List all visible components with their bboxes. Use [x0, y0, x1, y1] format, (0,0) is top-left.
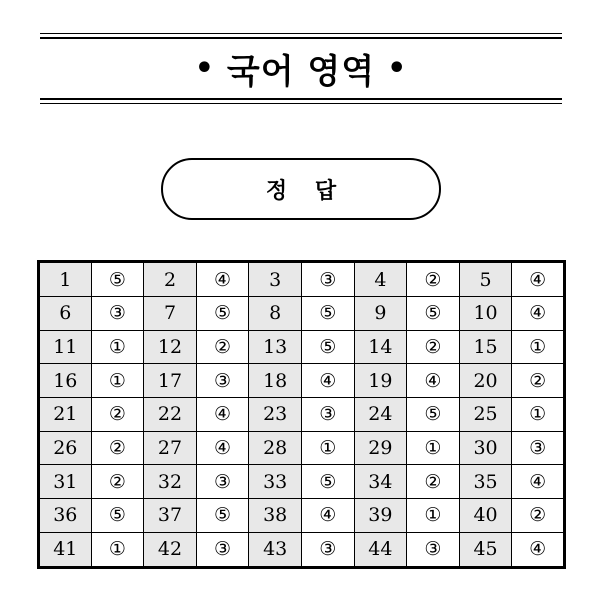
answer-choice: ④ — [301, 364, 354, 398]
question-number: 36 — [39, 499, 92, 533]
answer-choice: ⑤ — [301, 465, 354, 499]
answer-choice: ④ — [512, 262, 565, 297]
question-number: 10 — [459, 297, 512, 331]
title-text: 국어 영역 — [226, 51, 376, 92]
title-bullet-left: • — [194, 50, 215, 86]
table-row — [39, 330, 565, 364]
table-row — [39, 297, 565, 331]
question-number: 9 — [354, 297, 407, 331]
question-number: 23 — [249, 398, 302, 432]
question-number: 27 — [144, 431, 197, 465]
question-number: 6 — [39, 297, 92, 331]
answer-choice: ③ — [512, 431, 565, 465]
answer-choice: ② — [91, 398, 144, 432]
question-number: 43 — [249, 532, 302, 567]
answer-choice: ② — [407, 465, 460, 499]
question-number: 31 — [39, 465, 92, 499]
answer-choice: ④ — [512, 465, 565, 499]
question-number: 13 — [249, 330, 302, 364]
answer-choice: ② — [407, 262, 460, 297]
question-number: 1 — [39, 262, 92, 297]
answer-choice: ① — [407, 499, 460, 533]
answer-key-label: 정 답 — [161, 158, 441, 220]
answer-choice: ④ — [196, 431, 249, 465]
question-number: 44 — [354, 532, 407, 567]
answer-choice: ⑤ — [196, 499, 249, 533]
question-number: 22 — [144, 398, 197, 432]
answer-choice: ③ — [196, 364, 249, 398]
table-row — [39, 364, 565, 398]
answer-choice: ① — [512, 330, 565, 364]
answer-choice: ① — [301, 431, 354, 465]
answer-choice: ③ — [301, 262, 354, 297]
question-number: 14 — [354, 330, 407, 364]
top-rule-thick — [40, 37, 562, 39]
answer-choice: ② — [407, 330, 460, 364]
question-number: 35 — [459, 465, 512, 499]
question-number: 18 — [249, 364, 302, 398]
answer-choice: ⑤ — [91, 499, 144, 533]
question-number: 8 — [249, 297, 302, 331]
answer-choice: ⑤ — [407, 297, 460, 331]
question-number: 5 — [459, 262, 512, 297]
question-number: 32 — [144, 465, 197, 499]
answer-choice: ⑤ — [407, 398, 460, 432]
question-number: 30 — [459, 431, 512, 465]
answer-choice: ② — [91, 465, 144, 499]
question-number: 37 — [144, 499, 197, 533]
answer-choice: ① — [512, 398, 565, 432]
answer-choice: ① — [407, 431, 460, 465]
table-row — [39, 398, 565, 432]
answer-choice: ① — [91, 330, 144, 364]
answer-choice: ④ — [301, 499, 354, 533]
question-number: 4 — [354, 262, 407, 297]
answer-choice: ② — [196, 330, 249, 364]
answer-table — [37, 260, 566, 569]
title-bullet-right: • — [387, 50, 408, 86]
question-number: 2 — [144, 262, 197, 297]
answer-choice: ④ — [512, 297, 565, 331]
answer-choice: ② — [512, 364, 565, 398]
question-number: 20 — [459, 364, 512, 398]
question-number: 28 — [249, 431, 302, 465]
question-number: 29 — [354, 431, 407, 465]
answer-choice: ⑤ — [301, 297, 354, 331]
answer-choice: ④ — [196, 262, 249, 297]
question-number: 19 — [354, 364, 407, 398]
bottom-rule-thin — [40, 103, 562, 104]
table-row — [39, 499, 565, 533]
question-number: 45 — [459, 532, 512, 567]
question-number: 21 — [39, 398, 92, 432]
answer-choice: ④ — [512, 532, 565, 567]
answer-choice: ③ — [407, 532, 460, 567]
table-row — [39, 532, 565, 567]
answer-choice: ② — [512, 499, 565, 533]
question-number: 11 — [39, 330, 92, 364]
question-number: 3 — [249, 262, 302, 297]
answer-choice: ⑤ — [91, 262, 144, 297]
page-title — [40, 44, 562, 92]
top-rule-thin — [40, 33, 562, 34]
answer-choice: ③ — [301, 532, 354, 567]
question-number: 40 — [459, 499, 512, 533]
question-number: 15 — [459, 330, 512, 364]
answer-choice: ① — [91, 364, 144, 398]
question-number: 38 — [249, 499, 302, 533]
question-number: 34 — [354, 465, 407, 499]
answer-choice: ③ — [196, 532, 249, 567]
table-row — [39, 465, 565, 499]
table-row — [39, 431, 565, 465]
answer-choice: ② — [91, 431, 144, 465]
answer-choice: ③ — [301, 398, 354, 432]
question-number: 24 — [354, 398, 407, 432]
bottom-rule-thick — [40, 98, 562, 100]
question-number: 41 — [39, 532, 92, 567]
answer-choice: ⑤ — [196, 297, 249, 331]
question-number: 25 — [459, 398, 512, 432]
answer-choice: ③ — [196, 465, 249, 499]
question-number: 17 — [144, 364, 197, 398]
question-number: 7 — [144, 297, 197, 331]
answer-choice: ⑤ — [301, 330, 354, 364]
table-row — [39, 262, 565, 297]
question-number: 26 — [39, 431, 92, 465]
question-number: 16 — [39, 364, 92, 398]
answer-choice: ① — [91, 532, 144, 567]
answer-choice: ④ — [196, 398, 249, 432]
answer-choice: ③ — [91, 297, 144, 331]
answer-choice: ④ — [407, 364, 460, 398]
question-number: 33 — [249, 465, 302, 499]
question-number: 39 — [354, 499, 407, 533]
question-number: 12 — [144, 330, 197, 364]
question-number: 42 — [144, 532, 197, 567]
